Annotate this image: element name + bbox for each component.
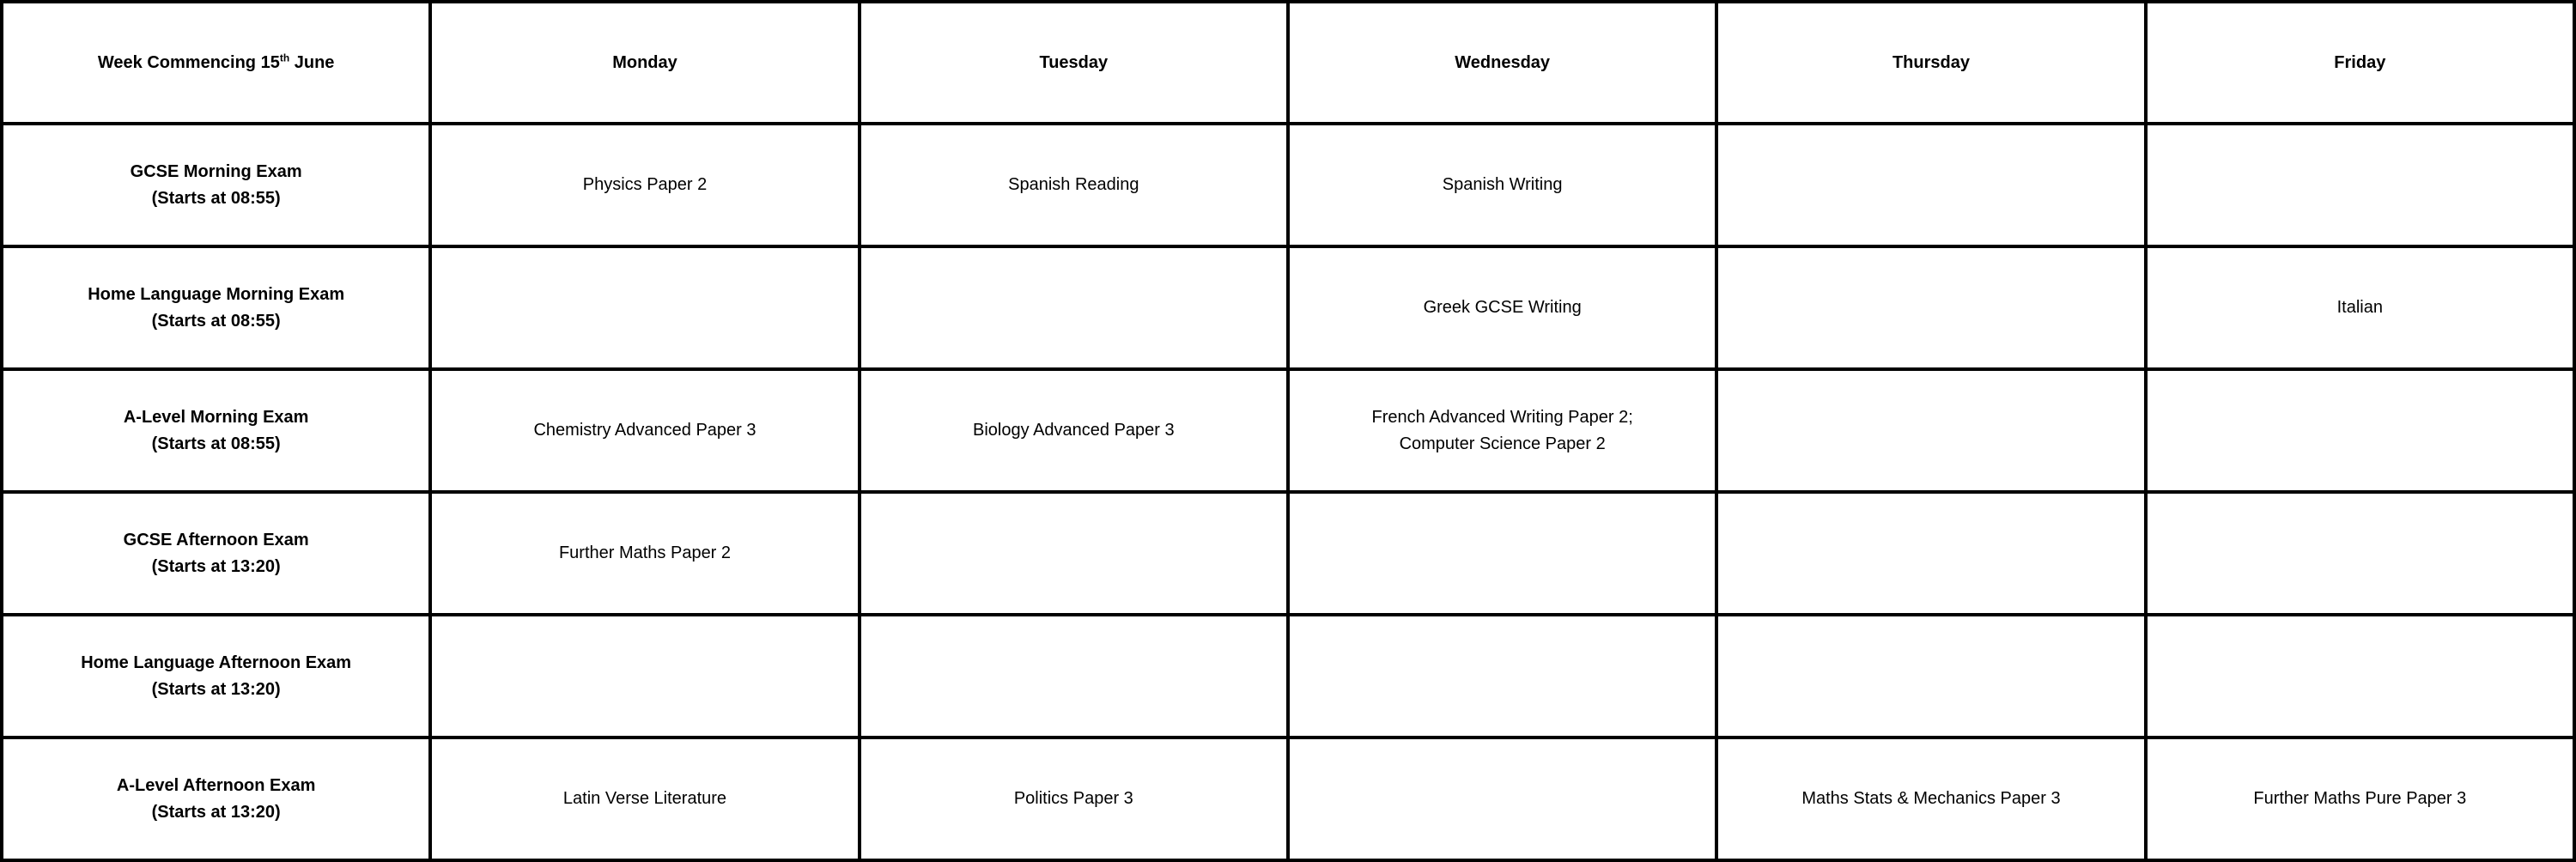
session-name: GCSE Afternoon Exam	[123, 530, 309, 549]
exam-cell-thursday	[1716, 124, 2145, 246]
header-row	[2, 2, 2574, 124]
session-name: A-Level Morning Exam	[123, 407, 309, 427]
session-start-time: (Starts at 13:20)	[151, 802, 281, 822]
session-start-time: (Starts at 08:55)	[151, 311, 281, 331]
day-header-tuesday: Tuesday	[860, 2, 1288, 124]
exam-name: Italian	[2336, 298, 2383, 317]
exam-cell-friday	[2146, 492, 2574, 615]
exam-name: Further Maths Paper 2	[558, 543, 732, 562]
session-label	[2, 492, 430, 615]
timetable-body	[2, 124, 2574, 860]
exam-cell-thursday	[1716, 492, 2145, 615]
exam-cell-tuesday	[860, 615, 1288, 738]
exam-name: Politics Paper 3	[1013, 789, 1133, 808]
exam-name: Computer Science Paper 2	[1399, 434, 1606, 453]
exam-cell-wednesday	[1288, 492, 1716, 615]
exam-cell-wednesday	[1288, 738, 1716, 860]
exam-cell-friday	[2146, 369, 2574, 492]
session-start-time: (Starts at 08:55)	[151, 434, 281, 453]
table-row	[2, 369, 2574, 492]
session-name: Home Language Morning Exam	[88, 284, 345, 304]
exam-cell-friday	[2146, 615, 2574, 738]
session-label	[2, 369, 430, 492]
day-header-wednesday: Wednesday	[1288, 2, 1716, 124]
exam-cell-friday	[2146, 246, 2574, 369]
exam-cell-wednesday	[1288, 246, 1716, 369]
exam-name: Latin Verse Literature	[562, 789, 727, 808]
exam-cell-thursday	[1716, 246, 2145, 369]
exam-cell-monday	[430, 738, 859, 860]
exam-name: French Advanced Writing Paper 2;	[1371, 407, 1633, 427]
exam-cell-thursday	[1716, 615, 2145, 738]
exam-name: Maths Stats & Mechanics Paper 3	[1801, 789, 2061, 808]
exam-name: Greek GCSE Writing	[1423, 298, 1582, 317]
table-row	[2, 246, 2574, 369]
exam-cell-friday	[2146, 738, 2574, 860]
exam-cell-tuesday	[860, 369, 1288, 492]
table-row	[2, 615, 2574, 738]
exam-cell-thursday	[1716, 369, 2145, 492]
exam-name: Spanish Writing	[1442, 175, 1563, 194]
session-label	[2, 246, 430, 369]
session-start-time: (Starts at 13:20)	[151, 556, 281, 576]
session-start-time: (Starts at 08:55)	[151, 188, 281, 208]
exam-cell-wednesday	[1288, 124, 1716, 246]
exam-cell-monday	[430, 246, 859, 369]
session-start-time: (Starts at 13:20)	[151, 679, 281, 699]
exam-cell-friday	[2146, 124, 2574, 246]
exam-cell-tuesday	[860, 246, 1288, 369]
exam-cell-monday	[430, 615, 859, 738]
exam-name: Spanish Reading	[1008, 175, 1139, 194]
session-name: A-Level Afternoon Exam	[116, 775, 316, 795]
table-row	[2, 124, 2574, 246]
week-commencing-superscript: th	[279, 51, 290, 64]
week-commencing-prefix: Week Commencing 15	[97, 52, 280, 72]
week-commencing-suffix: June	[289, 52, 335, 72]
session-label	[2, 615, 430, 738]
exam-name: Chemistry Advanced Paper 3	[533, 421, 756, 440]
exam-cell-monday	[430, 492, 859, 615]
exam-cell-tuesday	[860, 738, 1288, 860]
session-name: Home Language Afternoon Exam	[81, 653, 352, 672]
exam-cell-tuesday	[860, 124, 1288, 246]
day-header-monday: Monday	[430, 2, 859, 124]
exam-cell-monday	[430, 369, 859, 492]
exam-name: Biology Advanced Paper 3	[973, 421, 1175, 440]
day-header-friday: Friday	[2146, 2, 2574, 124]
exam-cell-monday	[430, 124, 859, 246]
session-label	[2, 124, 430, 246]
table-row	[2, 738, 2574, 860]
week-commencing-header	[2, 2, 430, 124]
session-label	[2, 738, 430, 860]
table-row	[2, 492, 2574, 615]
exam-cell-wednesday	[1288, 369, 1716, 492]
exam-cell-thursday	[1716, 738, 2145, 860]
exam-cell-tuesday	[860, 492, 1288, 615]
session-name: GCSE Morning Exam	[130, 161, 302, 181]
exam-name: Further Maths Pure Paper 3	[2253, 789, 2467, 808]
day-header-thursday: Thursday	[1716, 2, 2145, 124]
exam-cell-wednesday	[1288, 615, 1716, 738]
exam-name: Physics Paper 2	[582, 175, 708, 194]
